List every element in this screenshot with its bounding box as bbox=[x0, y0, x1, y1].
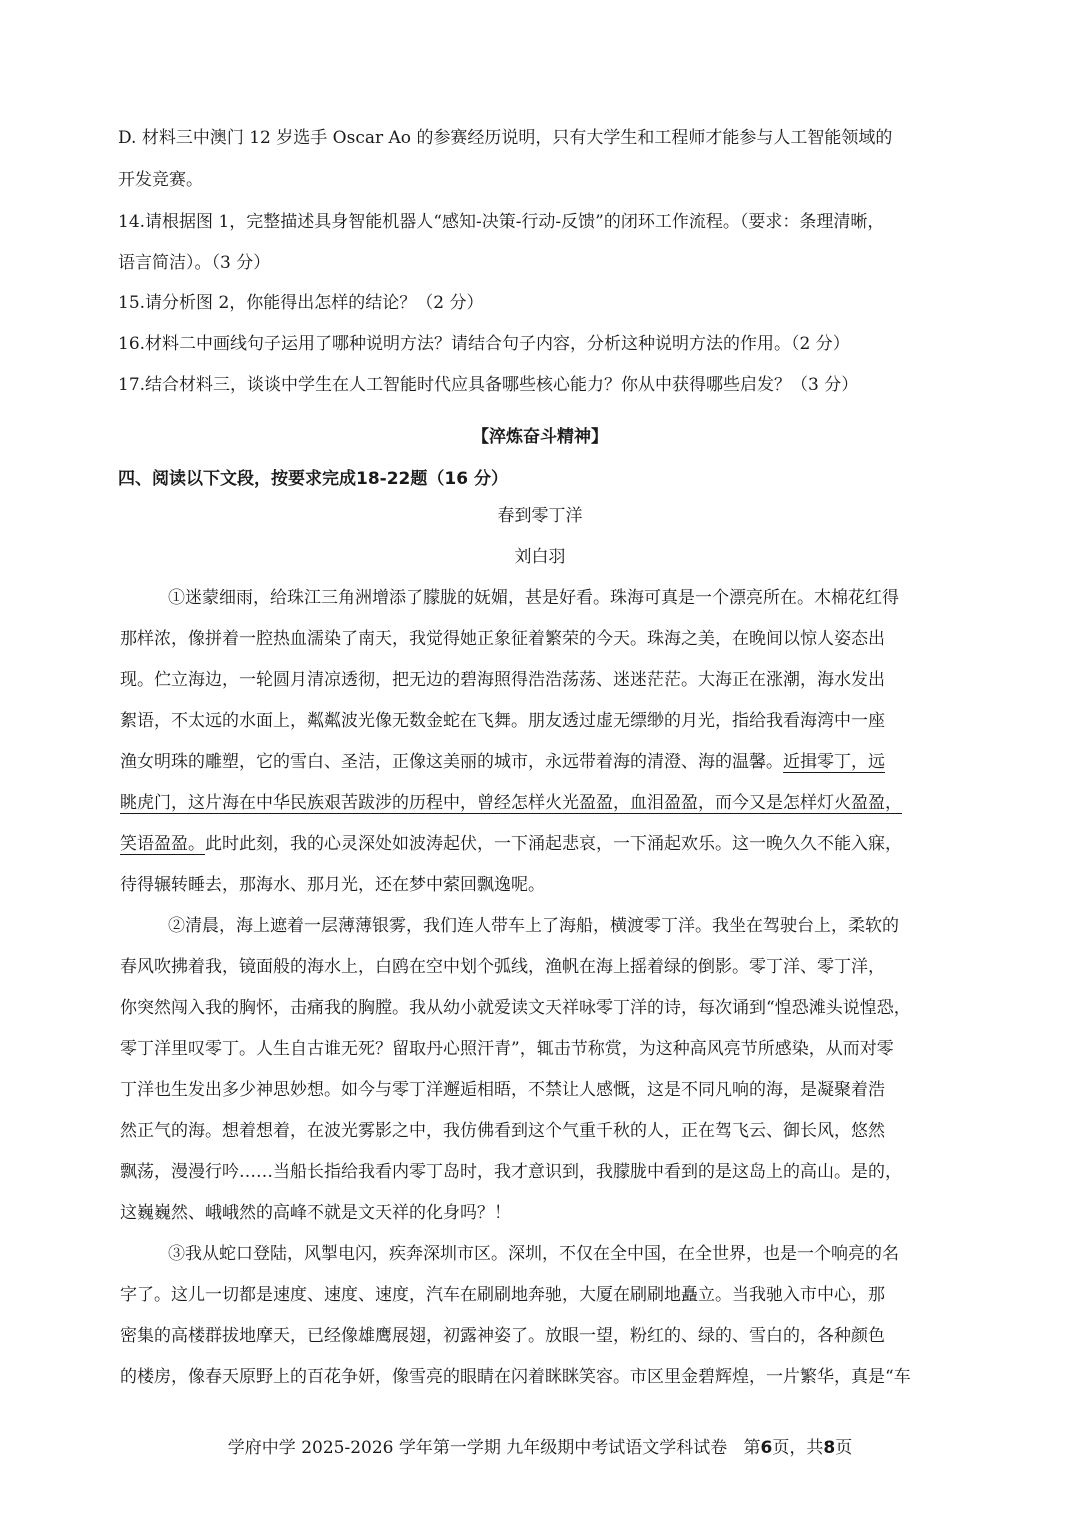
p2-line: 然正气的海。想着想着，在波光雾影之中，我仿佛看到这个气重千秋的人，正在驾飞云、御长风，悠然 bbox=[120, 1121, 885, 1141]
p3-line: 的楼房，像春天原野上的百花争妍，像雪亮的眼睛在闪着眯眯笑容。市区里金碧辉煌，一片繁华，真是“车 bbox=[120, 1367, 911, 1387]
p1-line bbox=[120, 834, 902, 854]
p1-line: ①迷蒙细雨，给珠江三角洲增添了朦胧的妩媚，甚是好看。珠海可真是一个漂亮所在。木棉花红得 bbox=[168, 588, 899, 608]
p1-text: 此时此刻，我的心灵深处如波涛起伏，一下涌起悲哀，一下涌起欢乐。这一晚久久不能入寐， bbox=[205, 834, 902, 854]
p1-line: 现。伫立海边，一轮圆月清凉透彻，把无边的碧海照得浩浩荡荡、迷迷茫茫。大海正在涨潮，海水发出 bbox=[120, 670, 885, 690]
question-17: 17.结合材料三，谈谈中学生在人工智能时代应具备哪些核心能力？你从中获得哪些启发？（3 分） bbox=[118, 375, 859, 395]
footer-exam-title: 学府中学 2025-2026 学年第一学期 九年级期中考试语文学科试卷 bbox=[227, 1438, 728, 1458]
footer-page-total: 8 bbox=[823, 1438, 836, 1458]
p3-line: ③我从蛇口登陆，风掣电闪，疾奔深圳市区。深圳，不仅在全中国，在全世界，也是一个响亮的名 bbox=[168, 1244, 899, 1264]
underlined-sentence: 近揖零丁，远 bbox=[783, 752, 885, 772]
underlined-sentence: 眺虎门，这片海在中华民族艰苦跋涉的历程中，曾经怎样火光盈盈，血泪盈盈，而今又是怎样灯火盈盈， bbox=[120, 793, 902, 813]
question-14-line-1: 14.请根据图 1，完整描述具身智能机器人“感知-决策-行动-反馈”的闭环工作流程。（要求：条理清晰， bbox=[118, 212, 885, 232]
article-author: 刘白羽 bbox=[514, 547, 566, 567]
p2-line: 你突然闯入我的胸怀，击痛我的胸膛。我从幼小就爱读文天祥咏零丁洋的诗，每次诵到“惶恐滩头说惶恐， bbox=[120, 998, 911, 1018]
p2-line: 春风吹拂着我，镜面般的海水上，白鸥在空中划个弧线，渔帆在海上摇着绿的倒影。零丁洋、零丁洋， bbox=[120, 957, 885, 977]
section-banner: 【淬炼奋斗精神】 bbox=[472, 427, 608, 447]
question-15: 15.请分析图 2，你能得出怎样的结论？（2 分） bbox=[118, 293, 484, 313]
page-footer bbox=[0, 1438, 1080, 1458]
question-14-line-2: 语言简洁）。（3 分） bbox=[118, 253, 271, 273]
p1-line: 待得辗转睡去，那海水、那月光，还在梦中萦回飘逸呢。 bbox=[120, 875, 545, 895]
question-16: 16.材料二中画线句子运用了哪种说明方法？请结合句子内容，分析这种说明方法的作用。（2 分） bbox=[118, 334, 850, 354]
option-d-line-1: D. 材料三中澳门 12 岁选手 Oscar Ao 的参赛经历说明，只有大学生和工程师才能参与人工智能领域的 bbox=[118, 128, 893, 148]
p2-line: 丁洋也生发出多少神思妙想。如今与零丁洋邂逅相晤，不禁让人感慨，这是不同凡响的海，是凝聚着浩 bbox=[120, 1080, 885, 1100]
underlined-sentence: 笑语盈盈。 bbox=[120, 834, 205, 854]
article-title: 春到零丁洋 bbox=[497, 506, 583, 526]
p3-line: 密集的高楼群拔地摩天，已经像雄鹰展翅，初露神姿了。放眼一望，粉红的、绿的、雪白的，各种颜色 bbox=[120, 1326, 885, 1346]
footer-page-number: 6 bbox=[760, 1438, 773, 1458]
p1-text: 渔女明珠的雕塑，它的雪白、圣洁，正像这美丽的城市，永远带着海的清澄、海的温馨。 bbox=[120, 752, 783, 772]
option-d-line-2: 开发竞赛。 bbox=[118, 170, 203, 190]
footer-page-end: 页 bbox=[835, 1438, 853, 1458]
footer-page-label: 第 bbox=[743, 1438, 761, 1458]
section-heading: 四、阅读以下文段，按要求完成18-22题（16 分） bbox=[118, 469, 508, 489]
p2-line: 飘荡，漫漫行吟……当船长指给我看内零丁岛时，我才意识到，我朦胧中看到的是这岛上的高山。是的， bbox=[120, 1162, 902, 1182]
p1-line: 那样浓，像拼着一腔热血濡染了南天，我觉得她正象征着繁荣的今天。珠海之美，在晚间以惊人姿态出 bbox=[120, 629, 885, 649]
p2-line: ②清晨，海上遮着一层薄薄银雾，我们连人带车上了海船，横渡零丁洋。我坐在驾驶台上，柔软的 bbox=[168, 916, 899, 936]
p3-line: 字了。这儿一切都是速度、速度、速度，汽车在刷刷地奔驰，大厦在刷刷地矗立。当我驰入市中心，那 bbox=[120, 1285, 885, 1305]
p2-line: 零丁洋里叹零丁。人生自古谁无死？留取丹心照汗青”，辄击节称赏，为这种高风亮节所感染，从而对零 bbox=[120, 1039, 894, 1059]
p1-line: 絮语，不太远的水面上，粼粼波光像无数金蛇在飞舞。朋友透过虚无缥缈的月光，指给我看海湾中一座 bbox=[120, 711, 885, 731]
p2-line: 这巍巍然、峨峨然的高峰不就是文天祥的化身吗？！ bbox=[120, 1203, 511, 1223]
footer-page-sep: 页，共 bbox=[772, 1438, 824, 1458]
p1-line bbox=[120, 752, 885, 772]
